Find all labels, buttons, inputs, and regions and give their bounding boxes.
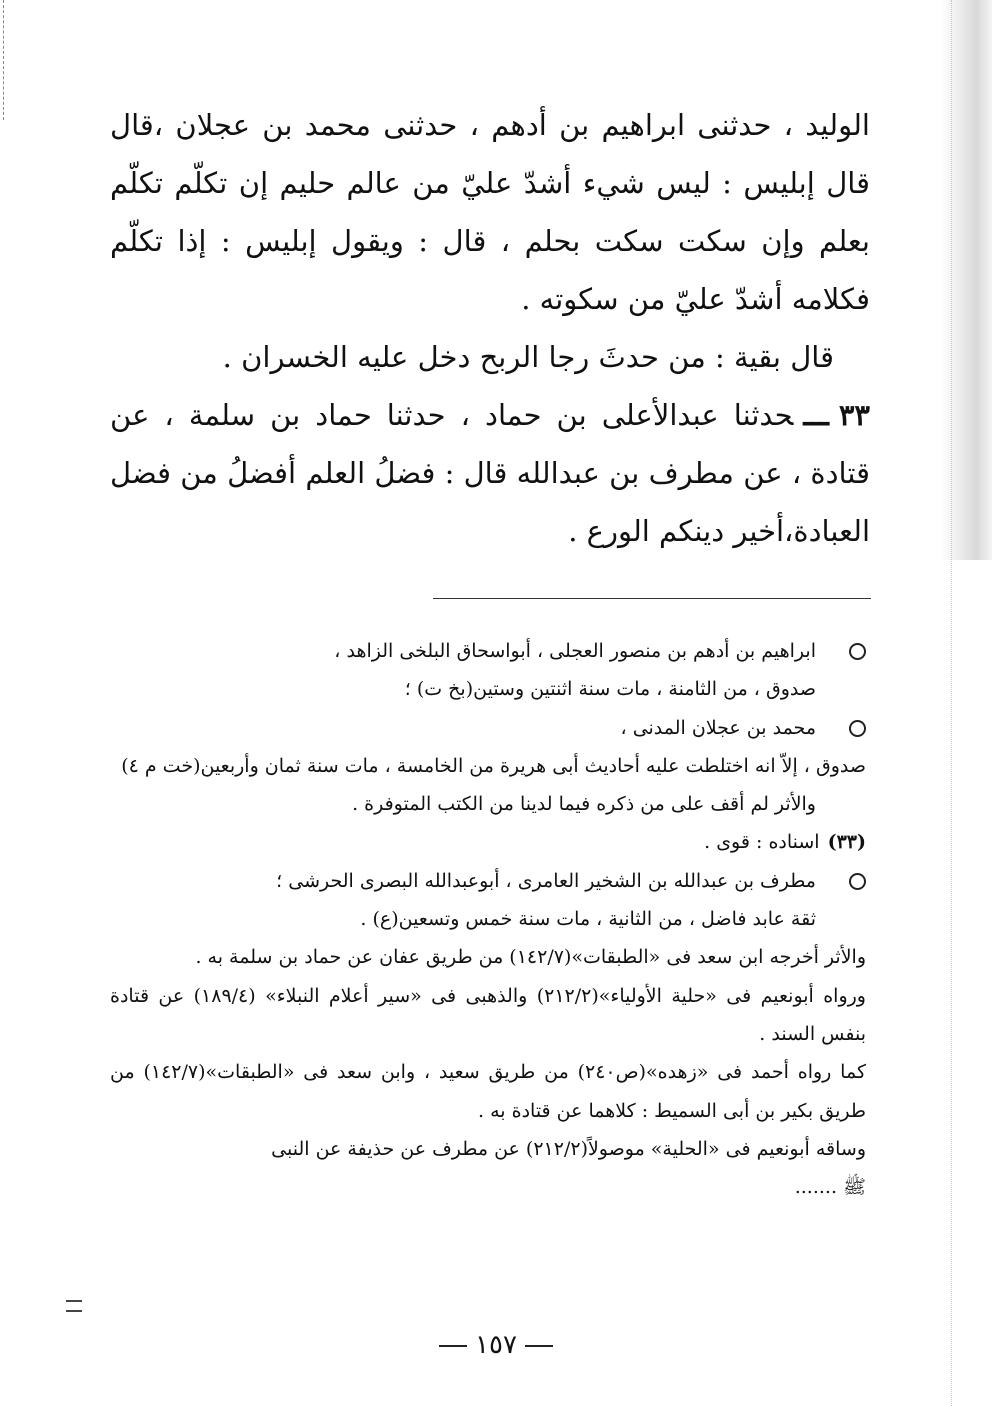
circle-bullet-icon <box>849 643 866 660</box>
isnad-text: اسناده : قوى . <box>704 831 820 854</box>
page-number: ١٥٧ <box>475 1330 517 1360</box>
page-footer <box>0 1330 992 1360</box>
footnote-line: ثقة عابد فاضل ، من الثانية ، مات سنة خمس وتسعين(ع) . <box>360 908 816 931</box>
footnote-line: ورواه أبونعيم فى «حلية الأولياء»(٢١٢/٢) والذهبى فى «سير أعلام النبلاء» (١٨٩/٤) عن قتادة بنفس السند . <box>110 984 866 1045</box>
footer-dash <box>525 1345 553 1347</box>
footnote-line: والأثر لم أقف على من ذكره فيما لدينا من الكتب المتوفرة . <box>352 793 816 816</box>
scan-left-edge <box>3 0 6 120</box>
main-paragraph-2: قال بقية : من حدثَ رجا الربح دخل عليه الخسران . <box>222 340 834 374</box>
footer-dash <box>439 1345 467 1347</box>
footnote-line: ﷺ ....... <box>794 1176 866 1199</box>
scan-edge-dots <box>947 0 952 1406</box>
footnote-divider <box>433 598 871 599</box>
footnote-ibrahim <box>110 632 866 709</box>
main-paragraph-1: الوليد ، حدثنى ابراهيم بن أدهم ، حدثنى محمد بن عجلان ،قال قال إبليس : ليس شيء أشدّ عليّ من عالم حليم إن تكلّم تكلّم بعلم وإن سكت سكت بحلم ، قال : ويقول إبليس : إذا تكلّم فكلامه أشدّ عليّ من سكوته . <box>110 108 870 316</box>
footnote-line: وساقه أبونعيم فى «الحلية» موصولاً(٢١٢/٢) عن مطرف عن حذيفة عن النبى <box>271 1137 866 1160</box>
footnote-line: صدوق ، من الثامنة ، مات سنة اثنتين وستين(بخ ت) ؛ <box>404 678 816 701</box>
isnad-number: (٣٣) <box>827 831 866 854</box>
footnote-mutarrif <box>110 862 866 1207</box>
footnote-line: مطرف بن عبدالله بن الشخير العامرى ، أبوعبدالله البصرى الحرشى ؛ <box>276 869 816 892</box>
circle-bullet-icon <box>849 873 866 890</box>
footnote-line: والأثر أخرجه ابن سعد فى «الطبقات»(١٤٢/٧) من طريق عفان عن حماد بن سلمة به . <box>195 946 866 969</box>
isnad-note <box>110 823 866 861</box>
margin-mark <box>66 1300 82 1312</box>
section-text: حدثنا عبدالأعلى بن حماد ، حدثنا حماد بن سلمة ، عن قتادة ، عن مطرف بن عبدالله قال : فضلُ العلم أفضلُ من فضل العبادة،أخير دينكم الورع . <box>110 398 870 548</box>
circle-bullet-icon <box>849 720 866 737</box>
main-paragraph-3 <box>110 386 870 560</box>
footnote-line: كما رواه أحمد فى «زهده»(ص٢٤٠) من طريق سعيد ، وابن سعد فى «الطبقات»(١٤٢/٧) من طريق بكير بن أبى السميط : كلاهما عن قتادة به . <box>110 1061 866 1122</box>
footnote-line: محمد بن عجلان المدنى ، <box>620 716 816 739</box>
main-text <box>110 96 870 560</box>
footnote-line: ابراهيم بن أدهم بن منصور العجلى ، أبواسحاق البلخى الزاهد ، <box>334 640 816 662</box>
footnote-ibn-ajlan <box>110 709 866 824</box>
footnotes <box>110 632 866 1206</box>
section-dash: ـــ <box>803 398 829 432</box>
footnote-line: صدوق ، إلاّ انه اختلطت عليه أحاديث أبى هريرة من الخامسة ، مات سنة ثمان وأربعين(خت م ٤) <box>121 754 866 777</box>
section-number: ٣٣ <box>838 398 870 432</box>
